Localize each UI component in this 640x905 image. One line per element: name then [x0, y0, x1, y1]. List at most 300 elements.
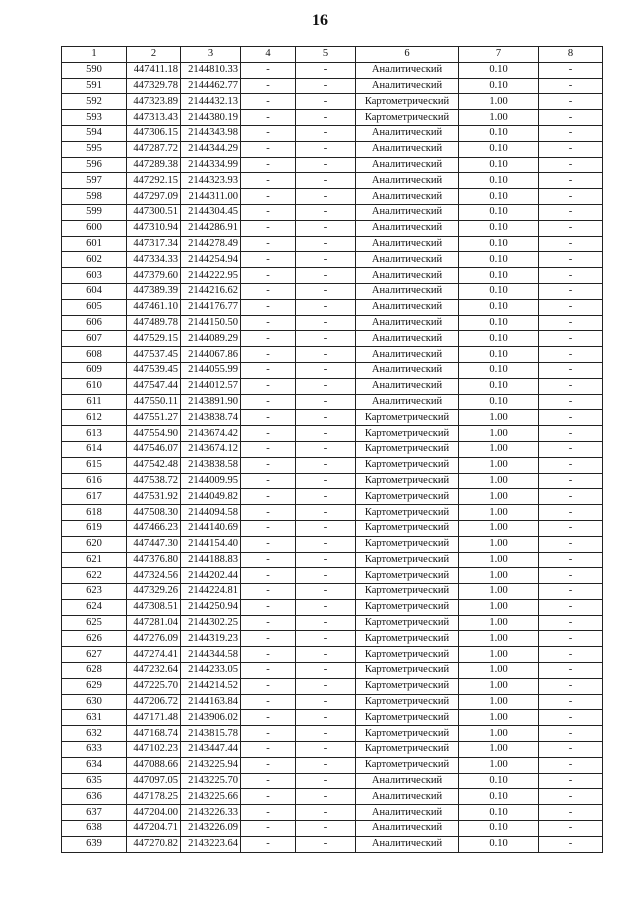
table-cell: 608 — [62, 347, 127, 363]
table-row — [62, 410, 603, 426]
table-cell: - — [539, 710, 603, 726]
table-row — [62, 378, 603, 394]
table-cell: - — [241, 441, 296, 457]
table-cell: - — [241, 710, 296, 726]
table-row — [62, 78, 603, 94]
table-cell: 0.10 — [459, 378, 539, 394]
table-cell: 615 — [62, 457, 127, 473]
table-cell: - — [241, 347, 296, 363]
table-cell: - — [241, 236, 296, 252]
table-cell: - — [296, 678, 356, 694]
table-cell: - — [296, 331, 356, 347]
table-cell: 447461.10 — [127, 299, 181, 315]
table-cell: 447466.23 — [127, 520, 181, 536]
table-cell: 0.10 — [459, 204, 539, 220]
table-cell: - — [539, 426, 603, 442]
table-cell: 603 — [62, 268, 127, 284]
table-row — [62, 710, 603, 726]
table-cell: 628 — [62, 663, 127, 679]
table-cell: 447178.25 — [127, 789, 181, 805]
table-cell: 2144150.50 — [181, 315, 241, 331]
table-cell: - — [241, 584, 296, 600]
column-header: 8 — [539, 47, 603, 63]
table-cell: 633 — [62, 742, 127, 758]
table-cell: Аналитический — [356, 78, 459, 94]
table-row — [62, 157, 603, 173]
table-row — [62, 457, 603, 473]
table-cell: 610 — [62, 378, 127, 394]
table-cell: 0.10 — [459, 173, 539, 189]
table-cell: - — [296, 568, 356, 584]
table-cell: - — [539, 599, 603, 615]
table-cell: - — [241, 505, 296, 521]
table-cell: Аналитический — [356, 62, 459, 78]
table-cell: 447289.38 — [127, 157, 181, 173]
table-cell: - — [241, 457, 296, 473]
table-cell: 607 — [62, 331, 127, 347]
table-cell: 2144049.82 — [181, 489, 241, 505]
table-cell: 447225.70 — [127, 678, 181, 694]
table-cell: - — [539, 204, 603, 220]
table-cell: - — [539, 268, 603, 284]
table-cell: 596 — [62, 157, 127, 173]
table-cell: - — [296, 378, 356, 394]
table-cell: Картометрический — [356, 94, 459, 110]
table-cell: 612 — [62, 410, 127, 426]
table-cell: - — [296, 426, 356, 442]
table-cell: 2143225.70 — [181, 773, 241, 789]
table-cell: 447389.39 — [127, 283, 181, 299]
table-cell: 1.00 — [459, 663, 539, 679]
table-cell: 447551.27 — [127, 410, 181, 426]
table-cell: 636 — [62, 789, 127, 805]
table-cell: 447297.09 — [127, 189, 181, 205]
table-cell: - — [296, 599, 356, 615]
table-cell: - — [241, 220, 296, 236]
table-header-row — [62, 47, 603, 63]
table-cell: - — [539, 647, 603, 663]
table-cell: 2144094.58 — [181, 505, 241, 521]
table-cell: 447323.89 — [127, 94, 181, 110]
table-cell: 1.00 — [459, 584, 539, 600]
table-cell: Картометрический — [356, 631, 459, 647]
table-row — [62, 505, 603, 521]
table-row — [62, 821, 603, 837]
table-cell: 631 — [62, 710, 127, 726]
table-cell: 2144810.33 — [181, 62, 241, 78]
table-cell: - — [241, 647, 296, 663]
table-row — [62, 347, 603, 363]
table-row — [62, 125, 603, 141]
table-cell: - — [241, 94, 296, 110]
table-row — [62, 473, 603, 489]
table-cell: 1.00 — [459, 473, 539, 489]
table-cell: - — [296, 742, 356, 758]
table-cell: 447538.72 — [127, 473, 181, 489]
table-cell: Аналитический — [356, 220, 459, 236]
table-row — [62, 678, 603, 694]
table-cell: Картометрический — [356, 710, 459, 726]
table-cell: - — [241, 299, 296, 315]
table-cell: - — [539, 726, 603, 742]
table-cell: 2144334.99 — [181, 157, 241, 173]
table-cell: - — [241, 836, 296, 852]
table-cell: 447529.15 — [127, 331, 181, 347]
table-cell: Картометрический — [356, 457, 459, 473]
table-cell: Картометрический — [356, 536, 459, 552]
table-cell: - — [241, 125, 296, 141]
table-cell: 618 — [62, 505, 127, 521]
table-cell: - — [539, 631, 603, 647]
table-cell: - — [241, 742, 296, 758]
table-cell: - — [539, 410, 603, 426]
table-cell: 0.10 — [459, 157, 539, 173]
table-row — [62, 663, 603, 679]
table-cell: 447204.71 — [127, 821, 181, 837]
table-cell: - — [296, 94, 356, 110]
table-cell: 2143447.44 — [181, 742, 241, 758]
table-cell: 0.10 — [459, 331, 539, 347]
table-cell: Картометрический — [356, 726, 459, 742]
table-cell: 629 — [62, 678, 127, 694]
table-cell: - — [296, 78, 356, 94]
table-row — [62, 394, 603, 410]
table-cell: 447171.48 — [127, 710, 181, 726]
table-cell: 0.10 — [459, 789, 539, 805]
table-cell: Картометрический — [356, 584, 459, 600]
table-cell: 447306.15 — [127, 125, 181, 141]
table-cell: Картометрический — [356, 505, 459, 521]
table-cell: - — [539, 189, 603, 205]
table-cell: - — [241, 821, 296, 837]
table-cell: - — [296, 141, 356, 157]
table-cell: 635 — [62, 773, 127, 789]
table-cell: Аналитический — [356, 773, 459, 789]
table-cell: - — [296, 473, 356, 489]
table-cell: 621 — [62, 552, 127, 568]
table-row — [62, 584, 603, 600]
table-cell: Аналитический — [356, 347, 459, 363]
table-cell: - — [296, 299, 356, 315]
table-cell: 1.00 — [459, 726, 539, 742]
table-cell: - — [539, 94, 603, 110]
table-cell: 2144222.95 — [181, 268, 241, 284]
table-cell: 447313.43 — [127, 110, 181, 126]
table-row — [62, 568, 603, 584]
table-cell: - — [539, 299, 603, 315]
table-cell: - — [296, 457, 356, 473]
table-cell: 2144250.94 — [181, 599, 241, 615]
table-cell: Аналитический — [356, 821, 459, 837]
table-cell: - — [296, 252, 356, 268]
table-cell: 447097.05 — [127, 773, 181, 789]
table-cell: - — [539, 552, 603, 568]
table-cell: 1.00 — [459, 520, 539, 536]
table-cell: - — [241, 631, 296, 647]
column-header: 7 — [459, 47, 539, 63]
table-cell: - — [539, 236, 603, 252]
table-cell: - — [241, 252, 296, 268]
table-cell: Картометрический — [356, 410, 459, 426]
table-cell: 2144380.19 — [181, 110, 241, 126]
table-cell: 1.00 — [459, 441, 539, 457]
table-row — [62, 189, 603, 205]
table-cell: 2143906.02 — [181, 710, 241, 726]
table-cell: Картометрический — [356, 520, 459, 536]
table-cell: - — [241, 599, 296, 615]
table-cell: 594 — [62, 125, 127, 141]
table-cell: 447542.48 — [127, 457, 181, 473]
table-cell: 447550.11 — [127, 394, 181, 410]
table-row — [62, 726, 603, 742]
table-cell: - — [296, 189, 356, 205]
table-cell: 0.10 — [459, 773, 539, 789]
table-cell: - — [241, 394, 296, 410]
table-cell: 447539.45 — [127, 362, 181, 378]
table-cell: 447088.66 — [127, 757, 181, 773]
table-cell: 2144214.52 — [181, 678, 241, 694]
table-cell: - — [539, 742, 603, 758]
table-cell: - — [296, 536, 356, 552]
table-cell: 2144278.49 — [181, 236, 241, 252]
column-header: 6 — [356, 47, 459, 63]
table-cell: 1.00 — [459, 694, 539, 710]
table-cell: - — [241, 331, 296, 347]
table-cell: 2144286.91 — [181, 220, 241, 236]
column-header: 1 — [62, 47, 127, 63]
table-cell: - — [539, 836, 603, 852]
table-cell: 1.00 — [459, 647, 539, 663]
table-cell: 1.00 — [459, 552, 539, 568]
table-cell: - — [539, 78, 603, 94]
table-cell: - — [296, 173, 356, 189]
table-cell: - — [539, 394, 603, 410]
table-cell: 2144432.13 — [181, 94, 241, 110]
table-cell: 447308.51 — [127, 599, 181, 615]
table-row — [62, 789, 603, 805]
table-cell: - — [539, 252, 603, 268]
table-cell: - — [539, 505, 603, 521]
table-row — [62, 742, 603, 758]
table-cell: 2144176.77 — [181, 299, 241, 315]
table-cell: 0.10 — [459, 394, 539, 410]
table-row — [62, 362, 603, 378]
table-cell: Картометрический — [356, 615, 459, 631]
table-cell: 0.10 — [459, 805, 539, 821]
table-cell: 0.10 — [459, 283, 539, 299]
table-cell: - — [296, 489, 356, 505]
table-cell: Картометрический — [356, 110, 459, 126]
table-cell: 613 — [62, 426, 127, 442]
table-cell: 1.00 — [459, 110, 539, 126]
table-cell: 447324.56 — [127, 568, 181, 584]
table-row — [62, 647, 603, 663]
table-row — [62, 615, 603, 631]
table-row — [62, 552, 603, 568]
table-cell: 630 — [62, 694, 127, 710]
table-cell: 447310.94 — [127, 220, 181, 236]
table-row — [62, 599, 603, 615]
table-cell: 447329.78 — [127, 78, 181, 94]
table-cell: 1.00 — [459, 536, 539, 552]
table-cell: Аналитический — [356, 268, 459, 284]
table-cell: - — [539, 220, 603, 236]
table-cell: 2144216.62 — [181, 283, 241, 299]
table-cell: 447546.07 — [127, 441, 181, 457]
table-cell: - — [539, 615, 603, 631]
table-cell: Аналитический — [356, 141, 459, 157]
table-cell: 2144462.77 — [181, 78, 241, 94]
table-cell: 1.00 — [459, 678, 539, 694]
table-row — [62, 773, 603, 789]
table-cell: Аналитический — [356, 394, 459, 410]
table-cell: 2144188.83 — [181, 552, 241, 568]
table-cell: - — [539, 125, 603, 141]
table-cell: - — [539, 173, 603, 189]
table-cell: Аналитический — [356, 331, 459, 347]
table-row — [62, 315, 603, 331]
table-cell: 611 — [62, 394, 127, 410]
table-cell: 447168.74 — [127, 726, 181, 742]
table-cell: 0.10 — [459, 299, 539, 315]
table-cell: 447411.18 — [127, 62, 181, 78]
table-cell: - — [296, 157, 356, 173]
table-cell: Картометрический — [356, 757, 459, 773]
table-cell: 447232.64 — [127, 663, 181, 679]
table-cell: 2144055.99 — [181, 362, 241, 378]
table-row — [62, 520, 603, 536]
table-cell: 639 — [62, 836, 127, 852]
table-row — [62, 836, 603, 852]
table-cell: - — [539, 315, 603, 331]
table-cell: - — [241, 362, 296, 378]
table-cell: 447287.72 — [127, 141, 181, 157]
table-cell: - — [241, 62, 296, 78]
table-cell: 2144311.00 — [181, 189, 241, 205]
table-cell: - — [296, 647, 356, 663]
table-cell: 2144067.86 — [181, 347, 241, 363]
table-cell: - — [296, 520, 356, 536]
table-cell: - — [539, 678, 603, 694]
table-cell: Аналитический — [356, 315, 459, 331]
table-cell: - — [296, 204, 356, 220]
table-cell: 2144154.40 — [181, 536, 241, 552]
table-cell: 0.10 — [459, 347, 539, 363]
table-cell: - — [241, 268, 296, 284]
table-cell: - — [241, 315, 296, 331]
table-cell: 625 — [62, 615, 127, 631]
table-cell: - — [241, 489, 296, 505]
table-cell: 0.10 — [459, 268, 539, 284]
table-row — [62, 805, 603, 821]
table-cell: Картометрический — [356, 441, 459, 457]
table-row — [62, 141, 603, 157]
table-cell: - — [539, 110, 603, 126]
table-cell: Аналитический — [356, 283, 459, 299]
table-cell: 622 — [62, 568, 127, 584]
table-cell: - — [296, 347, 356, 363]
table-cell: - — [539, 663, 603, 679]
table-cell: 1.00 — [459, 505, 539, 521]
table-cell: 1.00 — [459, 742, 539, 758]
table-cell: - — [241, 678, 296, 694]
table-cell: 447537.45 — [127, 347, 181, 363]
table-cell: Аналитический — [356, 378, 459, 394]
table-cell: 601 — [62, 236, 127, 252]
table-cell: - — [539, 694, 603, 710]
table-cell: Картометрический — [356, 742, 459, 758]
table-cell: 1.00 — [459, 599, 539, 615]
table-cell: Аналитический — [356, 805, 459, 821]
table-cell: 447329.26 — [127, 584, 181, 600]
table-cell: 0.10 — [459, 315, 539, 331]
table-cell: 614 — [62, 441, 127, 457]
table-cell: 634 — [62, 757, 127, 773]
table-cell: - — [241, 78, 296, 94]
table-cell: - — [241, 552, 296, 568]
page-number: 16 — [312, 12, 328, 29]
table-cell: - — [539, 757, 603, 773]
table-cell: 624 — [62, 599, 127, 615]
table-row — [62, 252, 603, 268]
table-cell: 1.00 — [459, 631, 539, 647]
table-cell: - — [241, 520, 296, 536]
table-cell: - — [241, 615, 296, 631]
table-cell: - — [539, 789, 603, 805]
column-header: 4 — [241, 47, 296, 63]
table-cell: - — [296, 710, 356, 726]
table-cell: 447317.34 — [127, 236, 181, 252]
table-cell: 447292.15 — [127, 173, 181, 189]
table-cell: 447554.90 — [127, 426, 181, 442]
table-cell: - — [296, 726, 356, 742]
table-cell: - — [241, 426, 296, 442]
table-cell: 1.00 — [459, 757, 539, 773]
table-cell: 447376.80 — [127, 552, 181, 568]
table-cell: Картометрический — [356, 694, 459, 710]
table-cell: - — [296, 584, 356, 600]
table-row — [62, 220, 603, 236]
table-cell: - — [296, 220, 356, 236]
table-cell: Аналитический — [356, 252, 459, 268]
table-row — [62, 299, 603, 315]
table-cell: 1.00 — [459, 94, 539, 110]
table-cell: 627 — [62, 647, 127, 663]
table-cell: 2144202.44 — [181, 568, 241, 584]
table-cell: 447300.51 — [127, 204, 181, 220]
table-cell: 2143815.78 — [181, 726, 241, 742]
table-cell: 591 — [62, 78, 127, 94]
table-cell: 447447.30 — [127, 536, 181, 552]
table-cell: - — [296, 552, 356, 568]
table-cell: - — [241, 110, 296, 126]
table-cell: - — [241, 694, 296, 710]
table-cell: Картометрический — [356, 663, 459, 679]
table-cell: 623 — [62, 584, 127, 600]
table-cell: 0.10 — [459, 125, 539, 141]
table-cell: - — [296, 663, 356, 679]
table-row — [62, 283, 603, 299]
table-cell: 2143838.58 — [181, 457, 241, 473]
table-cell: 2144009.95 — [181, 473, 241, 489]
table-cell: 447531.92 — [127, 489, 181, 505]
table-cell: - — [241, 805, 296, 821]
table-cell: 447508.30 — [127, 505, 181, 521]
table-cell: - — [296, 410, 356, 426]
table-cell: 447281.04 — [127, 615, 181, 631]
table-cell: 2144224.81 — [181, 584, 241, 600]
table-cell: - — [539, 331, 603, 347]
